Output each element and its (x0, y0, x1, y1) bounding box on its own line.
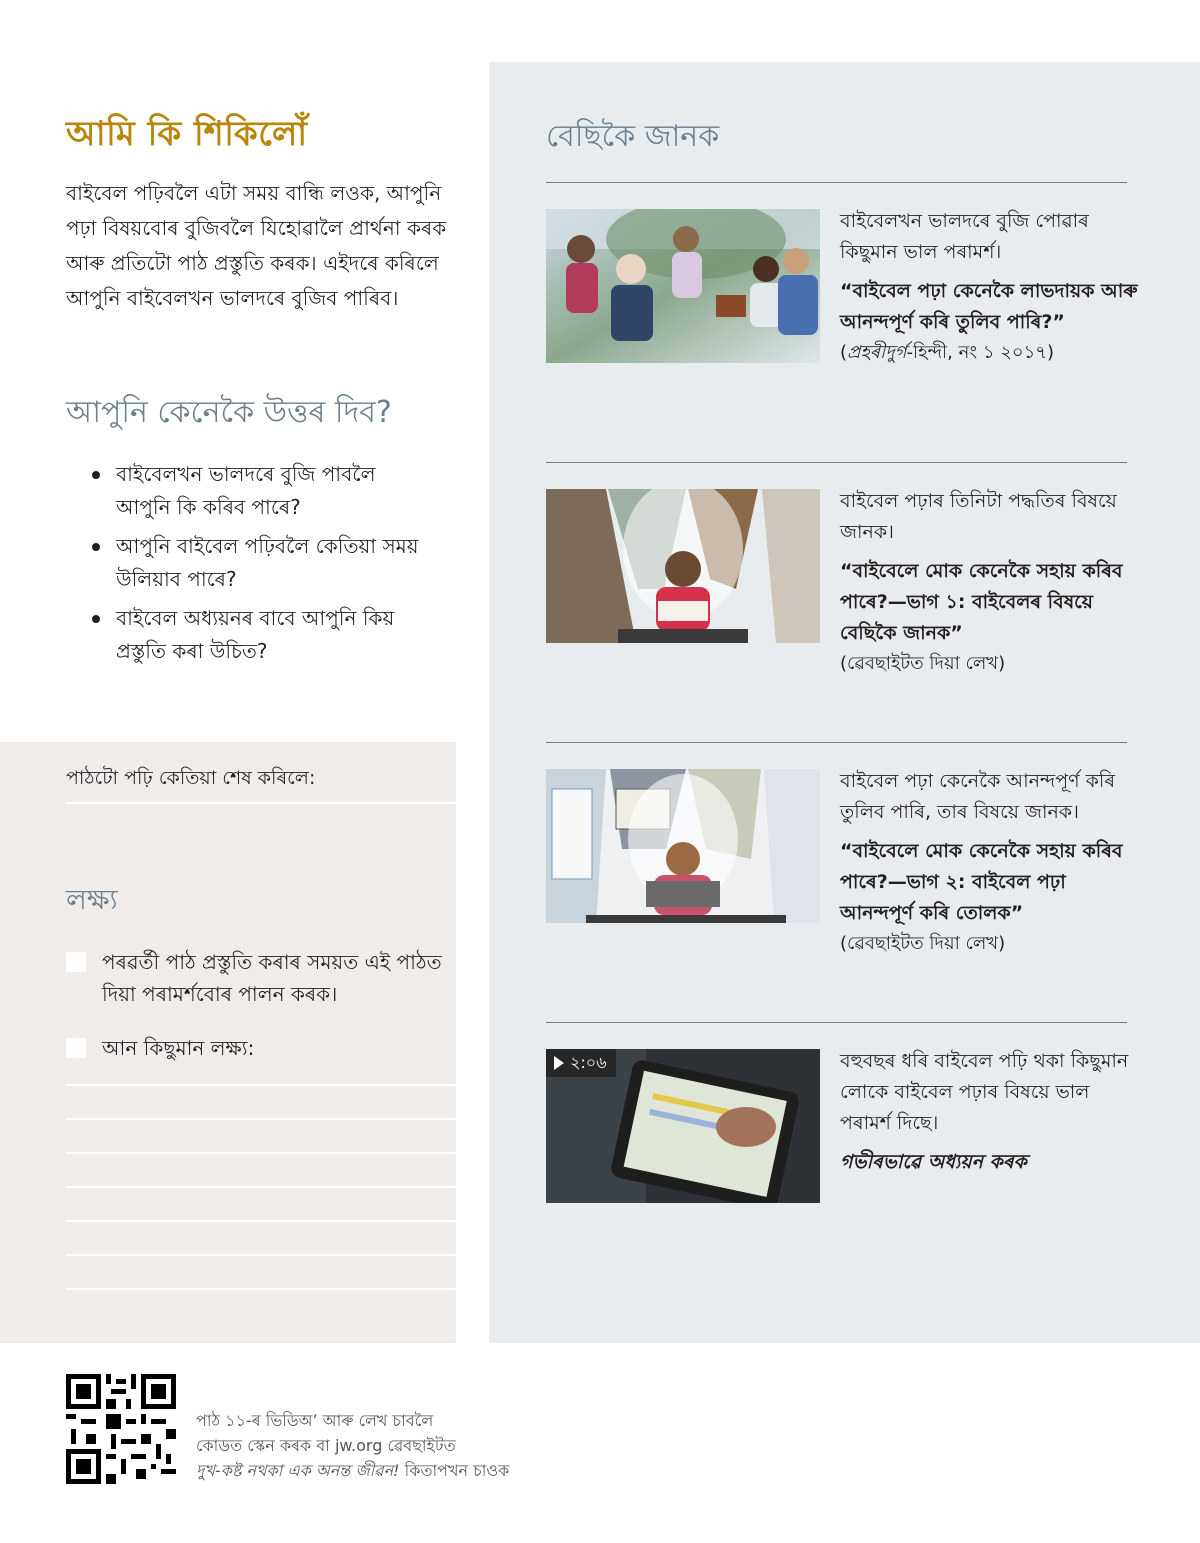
resource-link-title[interactable]: “বাইবেলে মোক কেনেকৈ সহায় কৰিব পাৰে?—ভাগ ২: বাইবেল পঢ়া আনন্দপূৰ্ণ কৰি তোলক” (840, 840, 1123, 924)
resource-description: বহুবছৰ ধৰি বাইবেল পঢ়ি থকা কিছুমান লোকে বাইবেল পঢ়াৰ বিষয়ে ভাল পৰামৰ্শ দিছে। (840, 1050, 1129, 1134)
write-line[interactable] (66, 1288, 456, 1290)
resource-description: বাইবেলখন ভালদৰে বুজি পোৱাৰ কিছুমান ভাল পৰামৰ্শ। (840, 210, 1089, 263)
divider (546, 182, 1127, 183)
goal-box (0, 742, 456, 1343)
write-line[interactable] (66, 1220, 456, 1222)
resource-source: (ৱেবছাইটত দিয়া লেখ) (840, 933, 1006, 954)
footer-note (196, 1408, 596, 1483)
resource-thumbnail-girl-reading[interactable] (546, 769, 820, 923)
goal-checkbox[interactable] (66, 1038, 86, 1058)
publication-name: প্ৰহৰীদুৰ্গ (847, 342, 907, 363)
resource-3 (840, 766, 1140, 959)
goal-text: পৰৱৰ্তী পাঠ প্ৰস্তুতি কৰাৰ সময়ত এই পাঠত দিয়া পৰামৰ্শবোৰ পালন কৰক। (102, 950, 442, 1006)
write-line[interactable] (66, 1084, 456, 1086)
question-item (92, 602, 422, 668)
bullet-icon (92, 543, 100, 551)
goal-item-other (66, 1032, 446, 1064)
question-list (92, 458, 422, 674)
resource-source: (ৱেবছাইটত দিয়া লেখ) (840, 653, 1006, 674)
qr-code-icon[interactable] (66, 1374, 176, 1484)
divider (546, 462, 1127, 463)
divider (546, 1022, 1127, 1023)
divider (546, 742, 1127, 743)
question-item (92, 458, 422, 524)
footer-line: পাঠ ১১-ৰ ভিডিঅ’ আৰু লেখ চাবলৈ (196, 1411, 434, 1430)
question-text: বাইবেলখন ভালদৰে বুজি পাবলৈ আপুনি কি কৰিব পাৰে? (116, 462, 376, 519)
write-line[interactable] (66, 1254, 456, 1256)
write-line[interactable] (66, 1186, 456, 1188)
answer-heading: আপুনি কেনেকৈ উত্তৰ দিব? (66, 395, 392, 430)
video-link-title[interactable]: গভীৰভাৱে অধ্যয়ন কৰক (840, 1151, 1027, 1173)
learn-summary: বাইবেল পঢ়িবলৈ এটা সময় বান্ধি লওক, আপুনি পঢ়া বিষয়বোৰ বুজিবলৈ যিহোৱালৈ প্ৰাৰ্থনা কৰক আৰু প্ৰতিটো পাঠ প্ৰস্তুতি কৰক। এইদৰে কৰিলে আপুনি বাইবেলখন ভালদৰে বুজিব পাৰিব। (66, 181, 447, 310)
footer-line: কোডত স্কেন কৰক বা jw.org ৱেবছাইটত (196, 1436, 456, 1455)
video-thumbnail-tablet[interactable] (546, 1049, 820, 1203)
resource-link-title[interactable]: “বাইবেল পঢ়া কেনেকৈ লাভদায়ক আৰু আনন্দপূৰ্ণ কৰি তুলিব পাৰি?” (840, 280, 1138, 333)
resource-1 (840, 206, 1140, 368)
write-line[interactable] (66, 1152, 456, 1154)
bullet-icon (92, 615, 100, 623)
resource-2 (840, 486, 1140, 679)
write-line[interactable] (66, 1118, 456, 1120)
resource-source: (প্ৰহৰীদুৰ্গ-হিন্দী, নং ১ ২০১৭) (840, 342, 1055, 363)
bullet-icon (92, 471, 100, 479)
goal-item-apply-advice (66, 946, 446, 1010)
resource-thumbnail-boy-reading[interactable] (546, 489, 820, 643)
video-duration: ২:০৬ (570, 1053, 607, 1072)
resource-thumbnail-reading-people[interactable] (546, 209, 820, 363)
play-icon (554, 1056, 564, 1070)
goals-heading: লক্ষ্য (66, 883, 118, 916)
finished-date-label: পাঠটো পঢ়ি কেতিয়া শেষ কৰিলে: (66, 767, 316, 789)
goal-checkbox[interactable] (66, 952, 86, 972)
resource-4 (840, 1046, 1140, 1178)
resource-description: বাইবেল পঢ়াৰ তিনিটা পদ্ধতিৰ বিষয়ে জানক। (840, 490, 1117, 543)
date-write-line[interactable] (66, 802, 456, 804)
question-text: আপুনি বাইবেল পঢ়িবলৈ কেতিয়া সময় উলিয়াব পাৰে? (116, 534, 419, 591)
learn-heading: আমি কি শিকিলোঁ (66, 114, 308, 154)
resource-description: বাইবেল পঢ়া কেনেকৈ আনন্দপূৰ্ণ কৰি তুলিব পাৰি, তাৰ বিষয়ে জানক। (840, 770, 1116, 823)
book-title[interactable]: দুখ-কষ্ট নথকা এক অনন্ত জীৱন! (196, 1461, 400, 1480)
goal-text: আন কিছুমান লক্ষ্য: (102, 1036, 255, 1060)
video-duration-badge (546, 1049, 616, 1077)
question-item (92, 530, 422, 596)
resource-link-title[interactable]: “বাইবেলে মোক কেনেকৈ সহায় কৰিব পাৰে?—ভাগ ১: বাইবেলৰ বিষয়ে বেছিকৈ জানক” (840, 560, 1123, 644)
question-text: বাইবেল অধ্যয়নৰ বাবে আপুনি কিয় প্ৰস্তুতি কৰা উচিত? (116, 606, 395, 663)
footer-line: দুখ-কষ্ট নথকা এক অনন্ত জীৱন! কিতাপখন চাওক (196, 1461, 510, 1480)
explore-heading: বেছিকৈ জানক (546, 119, 720, 154)
